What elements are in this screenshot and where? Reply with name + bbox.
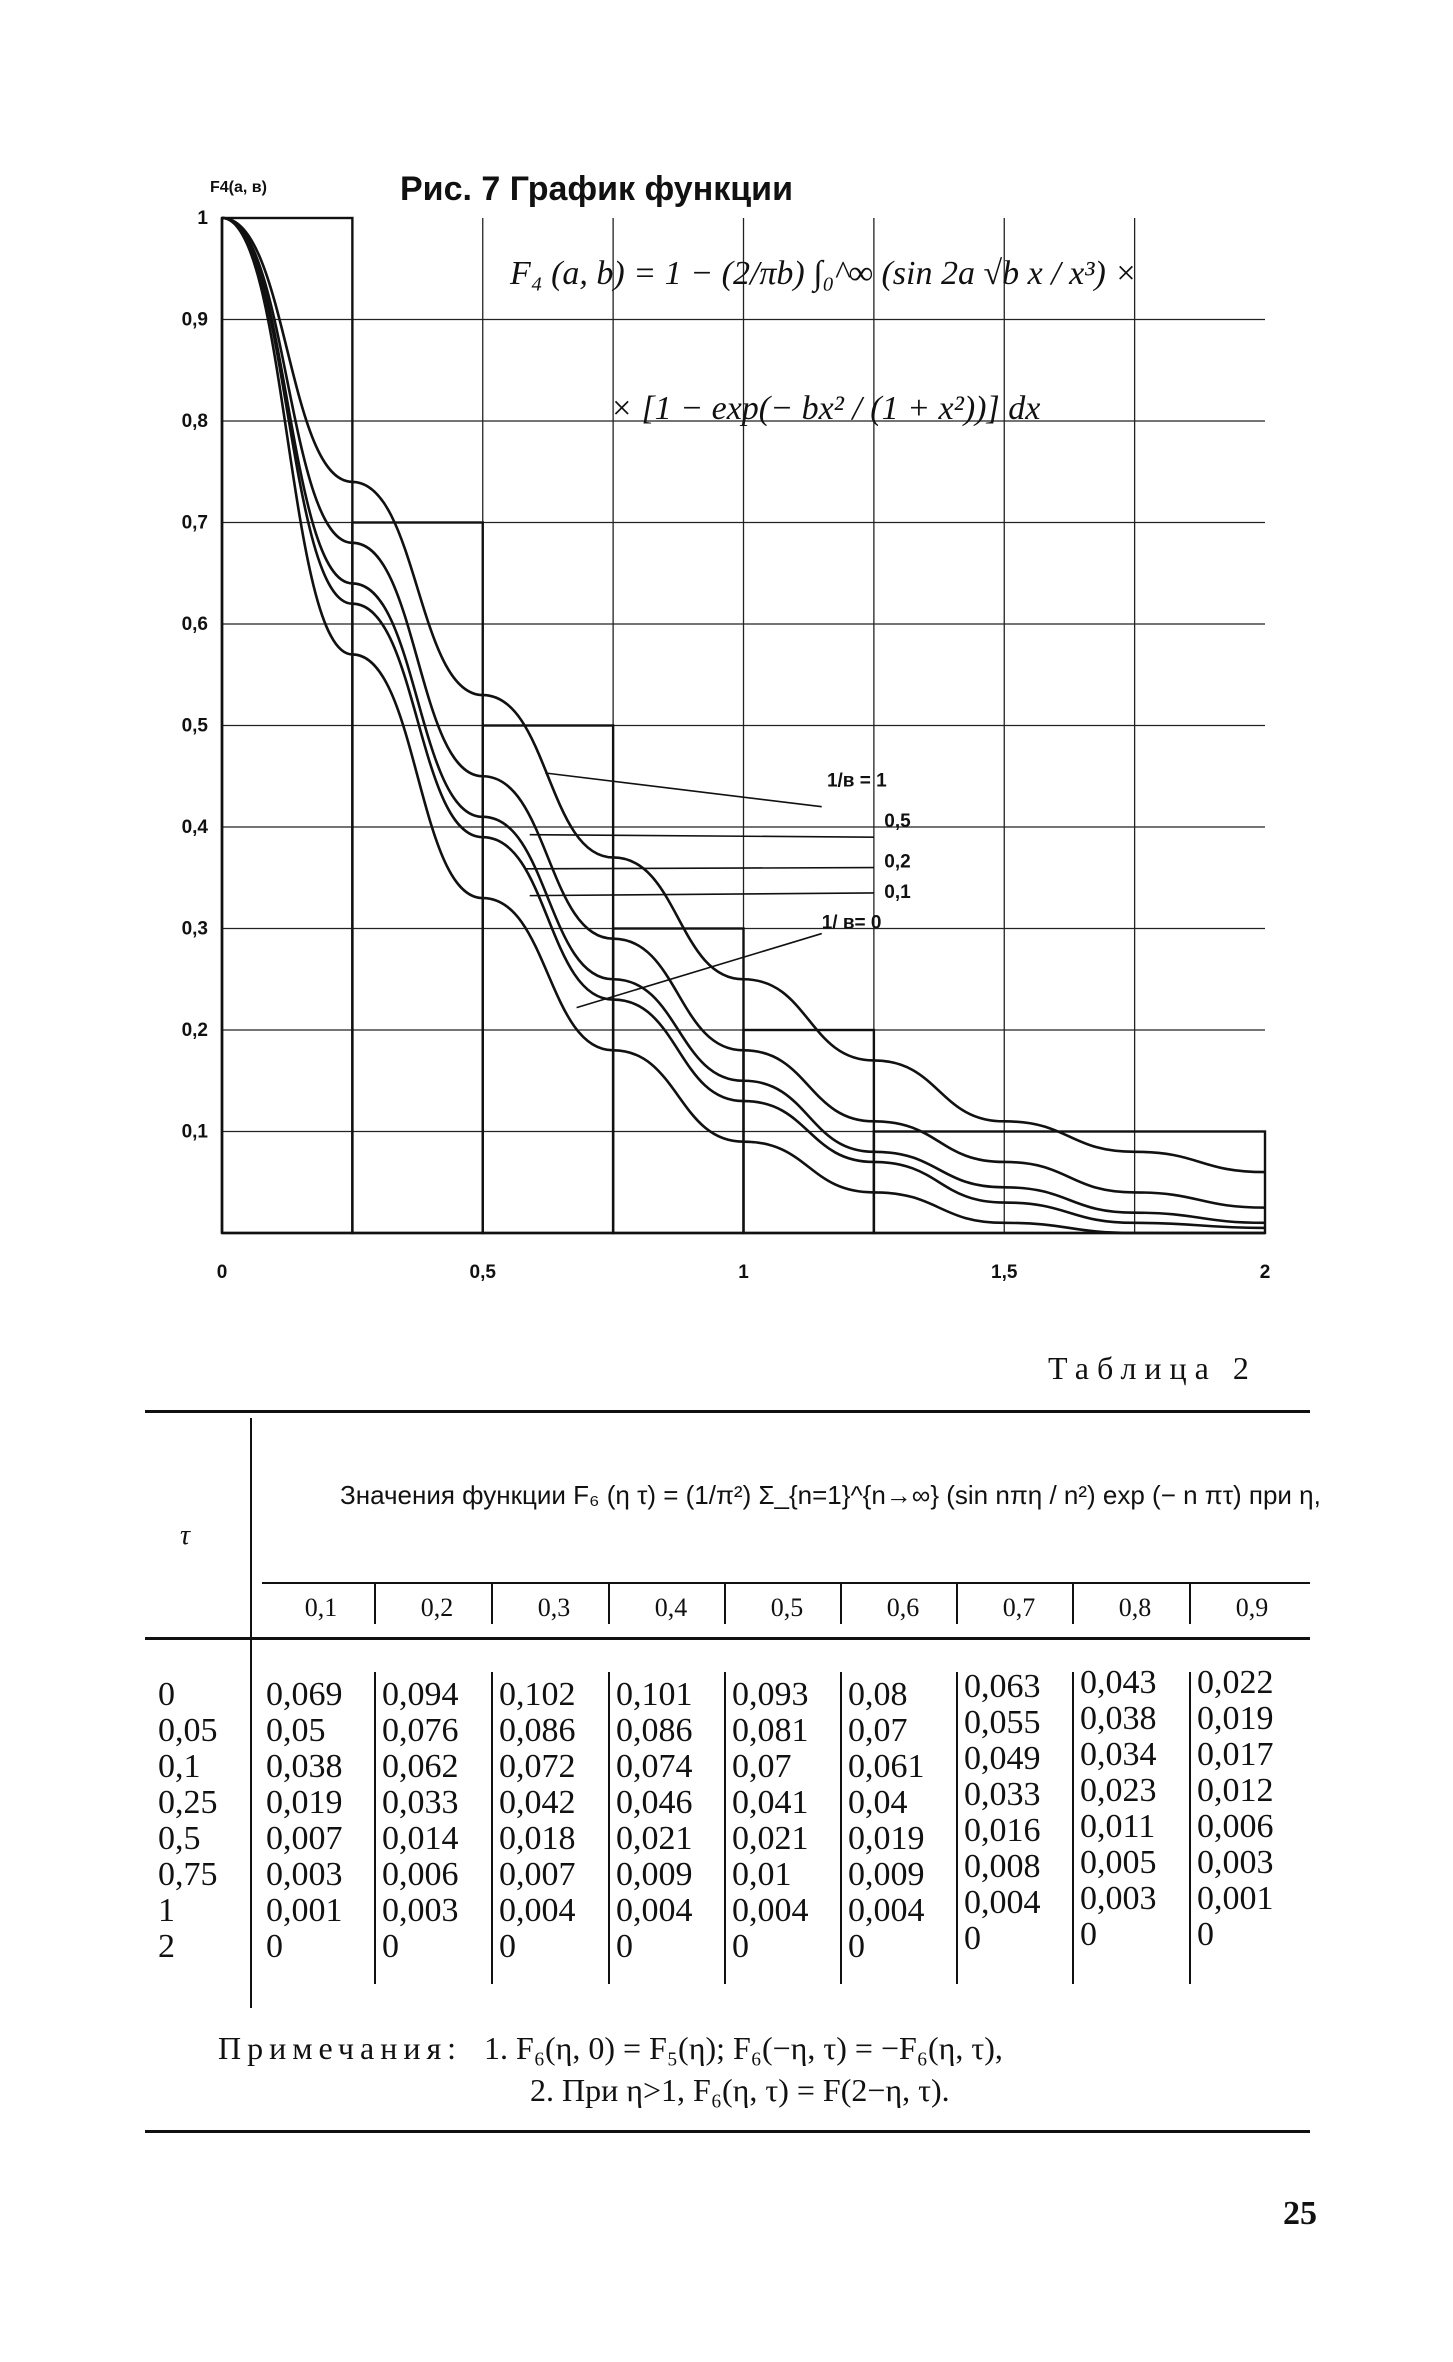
eta-column-header: 0,7 — [1002, 1593, 1036, 1622]
y-tick-label: 0,3 — [181, 918, 208, 940]
table-cell: 0,021 — [616, 1820, 693, 1857]
column-header-divider — [956, 1584, 958, 1624]
table-cell: 0,007 — [499, 1856, 576, 1893]
table-cell: 0 — [616, 1928, 633, 1965]
header-divider — [262, 1582, 1310, 1584]
column-header-divider — [374, 1584, 376, 1624]
tau-header: τ — [180, 1520, 191, 1551]
table-cell: 0,019 — [266, 1784, 343, 1821]
column-body-divider — [374, 1672, 376, 1984]
column-body-divider — [1189, 1672, 1191, 1984]
y-tick-label: 0,5 — [181, 715, 208, 737]
table-cell: 0,018 — [499, 1820, 576, 1857]
table-cell: 0,001 — [1197, 1880, 1274, 1917]
table-cell: 0,05 — [266, 1712, 326, 1749]
table-cell: 0,072 — [499, 1748, 576, 1785]
page-bottom-rule — [145, 2130, 1310, 2133]
eta-column-header: 0,2 — [420, 1593, 454, 1622]
series-label-4: 0,1 — [884, 882, 911, 904]
table-cell: 0,016 — [964, 1812, 1041, 1849]
table-cell: 0 — [382, 1928, 399, 1965]
table-cell: 0,004 — [732, 1892, 809, 1929]
table-cell: 0,014 — [382, 1820, 459, 1857]
x-tick-label: 1 — [738, 1262, 749, 1283]
table-cell: 0,009 — [848, 1856, 925, 1893]
table-cell: 0,038 — [266, 1748, 343, 1785]
notes — [218, 2030, 1003, 2067]
table-cell: 0,003 — [266, 1856, 343, 1893]
table-cell: 0,049 — [964, 1740, 1041, 1777]
table-top-rule — [145, 1410, 1310, 1413]
table-cell: 0,006 — [382, 1856, 459, 1893]
column-header-divider — [724, 1584, 726, 1624]
formula-line-1: F₄ (a, b) = 1 − (2/πb) ∫₀^∞ (sin 2a √b x / x³) × — [510, 255, 1138, 292]
function-header: Значения функции F₆ (η τ) = (1/π²) Σ_{n=1}^{n→∞} (sin nπη / n²) exp (− n πτ) при η, — [340, 1480, 1321, 1510]
tau-value: 0 — [158, 1676, 175, 1713]
page-number: 25 — [1283, 2195, 1317, 2232]
table-cell: 0,005 — [1080, 1844, 1157, 1881]
step-bar-3 — [483, 726, 613, 1234]
table-cell: 0 — [1197, 1916, 1214, 1953]
table-cell: 0,101 — [616, 1676, 693, 1713]
y-tick-label: 1 — [197, 208, 208, 229]
step-bar-2 — [352, 523, 482, 1234]
table-cell: 0,009 — [616, 1856, 693, 1893]
table-cell: 0,062 — [382, 1748, 459, 1785]
table-cell: 0 — [266, 1928, 283, 1965]
y-tick-label: 0,2 — [181, 1020, 208, 1041]
table-cell: 0,01 — [732, 1856, 792, 1893]
table-cell: 0,019 — [848, 1820, 925, 1857]
tau-value: 0,1 — [158, 1748, 201, 1785]
tau-value: 0,05 — [158, 1712, 218, 1749]
table-cell: 0,017 — [1197, 1736, 1274, 1773]
table-cell: 0,094 — [382, 1676, 459, 1713]
table-cell: 0,046 — [616, 1784, 693, 1821]
tau-value: 1 — [158, 1892, 175, 1929]
leader-line-3 — [524, 868, 873, 869]
column-body-divider — [840, 1672, 842, 1984]
table-cell: 0,042 — [499, 1784, 576, 1821]
table-cell: 0,086 — [616, 1712, 693, 1749]
eta-column-header: 0,9 — [1235, 1593, 1269, 1622]
table-cell: 0,081 — [732, 1712, 809, 1749]
table-cell: 0,033 — [964, 1776, 1041, 1813]
note-2: 2. При η>1, F₆(η, τ) = F(2−η, τ). — [530, 2072, 950, 2108]
table-cell: 0,033 — [382, 1784, 459, 1821]
table-cell: 0,007 — [266, 1820, 343, 1857]
tau-column-divider — [250, 1418, 252, 2008]
table-cell: 0,003 — [382, 1892, 459, 1929]
table-cell: 0,07 — [732, 1748, 792, 1785]
column-body-divider — [491, 1672, 493, 1984]
table-cell: 0,023 — [1080, 1772, 1157, 1809]
tau-value: 2 — [158, 1928, 175, 1965]
table-cell: 0 — [732, 1928, 749, 1965]
table-cell: 0,063 — [964, 1668, 1041, 1705]
tau-value: 0,75 — [158, 1856, 218, 1893]
table-cell: 0 — [1080, 1916, 1097, 1953]
series-label-3: 0,2 — [884, 851, 911, 873]
table-cell: 0,08 — [848, 1676, 908, 1713]
table-cell: 0,074 — [616, 1748, 693, 1785]
table-cell: 0,07 — [848, 1712, 908, 1749]
table-cell: 0,069 — [266, 1676, 343, 1713]
table-cell: 0,034 — [1080, 1736, 1157, 1773]
y-tick-label: 0,8 — [181, 411, 208, 432]
table-cell: 0 — [964, 1920, 981, 1957]
x-tick-label: 2 — [1259, 1262, 1271, 1283]
x-tick-label: 0,5 — [469, 1262, 496, 1283]
table-cell: 0,021 — [732, 1820, 809, 1857]
series-label-1: 1/в = 1 — [826, 770, 887, 792]
eta-column-header: 0,3 — [537, 1593, 571, 1622]
leader-line-4 — [530, 893, 874, 896]
note-1: 1. F₆(η, 0) = F₅(η); F₆(−η, τ) = −F₆(η, τ), — [484, 2030, 1003, 2066]
table-cell: 0,055 — [964, 1704, 1041, 1741]
table-caption: Таблица 2 — [1048, 1350, 1257, 1386]
series-label-2: 0,5 — [884, 811, 911, 832]
table-cell: 0,102 — [499, 1676, 576, 1713]
table-cell: 0,011 — [1080, 1808, 1156, 1845]
table-cell: 0 — [848, 1928, 865, 1965]
table-cell: 0,004 — [499, 1892, 576, 1929]
table-cell: 0,008 — [964, 1848, 1041, 1885]
leader-line-2 — [530, 835, 874, 837]
table-cell: 0,012 — [1197, 1772, 1274, 1809]
notes-label: Примечания: — [218, 2030, 463, 2066]
table-cell: 0 — [499, 1928, 516, 1965]
eta-column-header: 0,1 — [304, 1593, 338, 1622]
column-body-divider — [608, 1672, 610, 1984]
y-tick-label: 0,6 — [181, 614, 208, 635]
table-cell: 0,093 — [732, 1676, 809, 1713]
x-tick-label: 1,5 — [991, 1262, 1018, 1283]
y-tick-label: 0,1 — [181, 1121, 208, 1143]
column-body-divider — [724, 1672, 726, 1984]
figure-caption: Рис. 7 График функции — [400, 170, 793, 208]
table-cell: 0,003 — [1080, 1880, 1157, 1917]
x-tick-label: 0 — [216, 1262, 228, 1283]
table-cell: 0,038 — [1080, 1700, 1157, 1737]
y-axis-label: F4(a, в) — [210, 179, 267, 196]
formula-line-2: × [1 − exp(− bx² / (1 + x²))] dx — [610, 390, 1041, 427]
table-cell: 0,043 — [1080, 1664, 1157, 1701]
series-label-5: 1/ в= 0 — [821, 912, 882, 934]
y-tick-label: 0,9 — [181, 309, 208, 331]
header-bottom-rule — [145, 1637, 1310, 1640]
table-cell: 0,041 — [732, 1784, 809, 1821]
column-body-divider — [1072, 1672, 1074, 1984]
table-cell: 0,086 — [499, 1712, 576, 1749]
tau-value: 0,5 — [158, 1820, 201, 1857]
column-header-divider — [840, 1584, 842, 1624]
column-header-divider — [491, 1584, 493, 1624]
table-cell: 0,004 — [848, 1892, 925, 1929]
column-body-divider — [956, 1672, 958, 1984]
table-cell: 0,003 — [1197, 1844, 1274, 1881]
column-header-divider — [1189, 1584, 1191, 1624]
eta-column-header: 0,5 — [770, 1593, 804, 1622]
column-header-divider — [1072, 1584, 1074, 1624]
eta-column-header: 0,8 — [1118, 1593, 1152, 1622]
y-tick-label: 0,7 — [181, 512, 208, 534]
table-cell: 0,061 — [848, 1748, 925, 1785]
table-cell: 0,001 — [266, 1892, 343, 1929]
eta-column-header: 0,4 — [654, 1593, 688, 1622]
table-cell: 0,04 — [848, 1784, 908, 1821]
y-tick-label: 0,4 — [181, 817, 208, 838]
eta-column-header: 0,6 — [886, 1593, 920, 1622]
table-cell: 0,019 — [1197, 1700, 1274, 1737]
table-cell: 0,076 — [382, 1712, 459, 1749]
table-cell: 0,004 — [964, 1884, 1041, 1921]
table-cell: 0,022 — [1197, 1664, 1274, 1701]
leader-line-1 — [545, 773, 821, 807]
table-cell: 0,006 — [1197, 1808, 1274, 1845]
column-header-divider — [608, 1584, 610, 1624]
tau-value: 0,25 — [158, 1784, 218, 1821]
table-cell: 0,004 — [616, 1892, 693, 1929]
